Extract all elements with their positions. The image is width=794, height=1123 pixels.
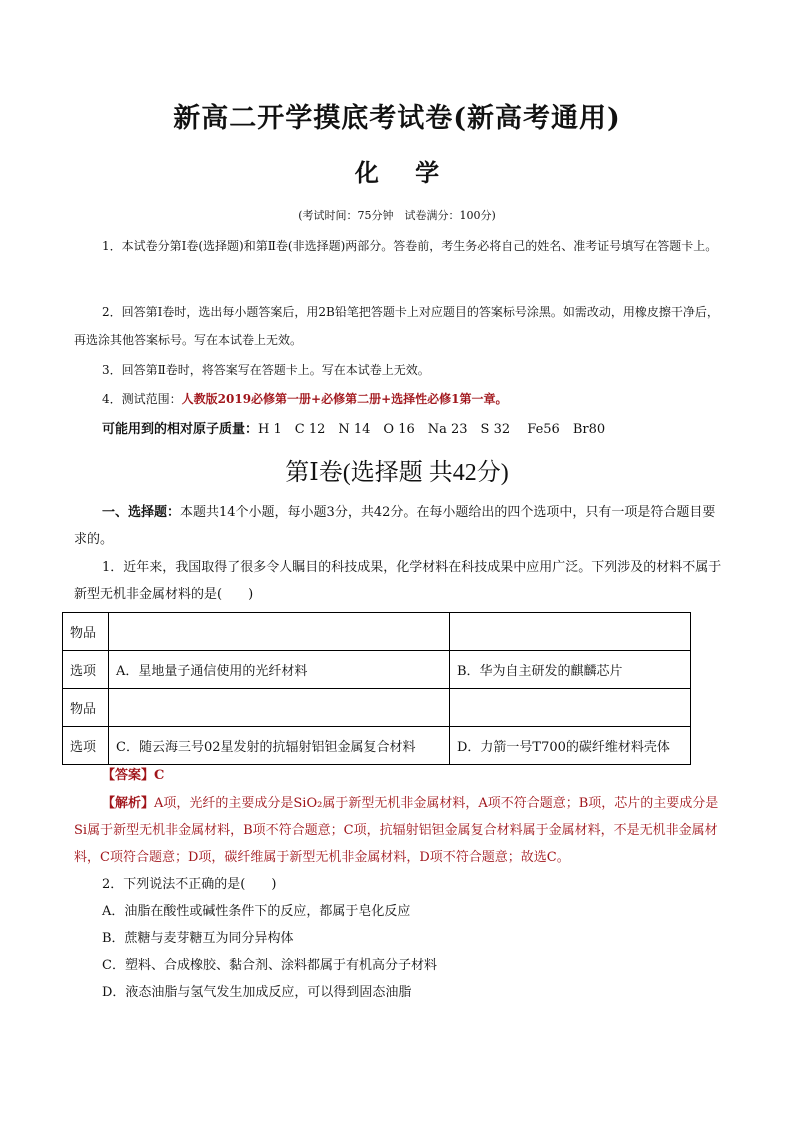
instruction-text: 本题共14个小题，每小题3分，共42分。在每小题给出的四个选项中，只有一项是符合题目要求的。 (74, 505, 716, 547)
atomic-masses (102, 418, 605, 437)
test-scope: 人教版2019必修第一册+必修第二册+选择性必修1第一章。 (181, 392, 508, 406)
question-1-stem: 1．近年来，我国取得了很多令人瞩目的科技成果，化学材料在科技成果中应用广泛。下列涉及的材料不属于新型无机非金属材料的是( ) (74, 560, 722, 602)
row-label: 选项 (63, 651, 109, 689)
question-2-option-a: A．油脂在酸性或碱性条件下的反应，都属于皂化反应 (102, 904, 411, 919)
notice-1: 1．本试卷分第Ⅰ卷(选择题)和第Ⅱ卷(非选择题)两部分。答卷前，考生务必将自己的姓名、准考证号填写在答题卡上。 (102, 239, 718, 253)
notice-3: 3．回答第Ⅱ卷时，将答案写在答题卡上。写在本试卷上无效。 (102, 363, 430, 377)
notice-4 (74, 385, 724, 413)
notice-4-prefix: 4．测试范围： (102, 392, 182, 406)
question-1-options-table (62, 612, 691, 765)
atomic-masses-values: H 1 C 12 N 14 O 16 Na 23 S 32 Fe56 Br80 (258, 422, 606, 437)
atomic-masses-label: 可能用到的相对原子质量： (102, 422, 259, 437)
question-2-option-d: D．液态油脂与氢气发生加成反应，可以得到固态油脂 (102, 985, 412, 1000)
choice-instruction (74, 499, 724, 553)
table-row (63, 651, 691, 689)
row-label: 物品 (63, 689, 109, 727)
table-row (63, 689, 691, 727)
image-cell-d (450, 689, 691, 727)
table-row (63, 613, 691, 651)
option-b: B．华为自主研发的麒麟芯片 (450, 651, 691, 689)
section-title: 第Ⅰ卷(选择题 共42分) (285, 460, 509, 486)
question-1-analysis (74, 790, 724, 871)
exam-meta: (考试时间：75分钟 试卷满分：100分) (298, 209, 496, 222)
row-label: 物品 (63, 613, 109, 651)
analysis-text: A项，光纤的主要成分是SiO₂属于新型无机非金属材料，A项不符合题意；B项，芯片的主要成分是Si属于新型无机非金属材料，B项不符合题意；C项，抗辐射铝钽金属复合材料属于金属材料，不是无机非金属材料，C项符合题意；D项，碳纤维属于新型无机非金属材料，D项不符合题意；故选C。 (74, 796, 719, 865)
question-2-option-b: B．蔗糖与麦芽糖互为同分异构体 (102, 931, 294, 946)
question-1-answer: 【答案】C (102, 768, 165, 783)
row-label: 选项 (63, 727, 109, 765)
instruction-heading: 一、选择题： (102, 505, 181, 520)
exam-title: 新高二开学摸底考试卷(新高考通用) (173, 103, 621, 134)
notice-2: 2．回答第Ⅰ卷时，选出每小题答案后，用2B铅笔把答题卡上对应题目的答案标号涂黑。如需改动，用橡皮擦干净后，再选涂其他答案标号。写在本试卷上无效。 (74, 305, 719, 347)
option-a: A．星地量子通信使用的光纤材料 (109, 651, 450, 689)
option-d: D．力箭一号T700的碳纤维材料壳体 (450, 727, 691, 765)
option-c: C．随云海三号02星发射的抗辐射铝钽金属复合材料 (109, 727, 450, 765)
image-cell-c (109, 689, 450, 727)
image-cell-b (450, 613, 691, 651)
table-row (63, 727, 691, 765)
question-2-stem: 2．下列说法不正确的是( ) (102, 877, 277, 892)
image-cell-a (109, 613, 450, 651)
analysis-tag: 【解析】 (102, 796, 155, 811)
subject-title: 化 学 (354, 158, 440, 187)
question-2-option-c: C．塑料、合成橡胶、黏合剂、涂料都属于有机高分子材料 (102, 958, 437, 973)
